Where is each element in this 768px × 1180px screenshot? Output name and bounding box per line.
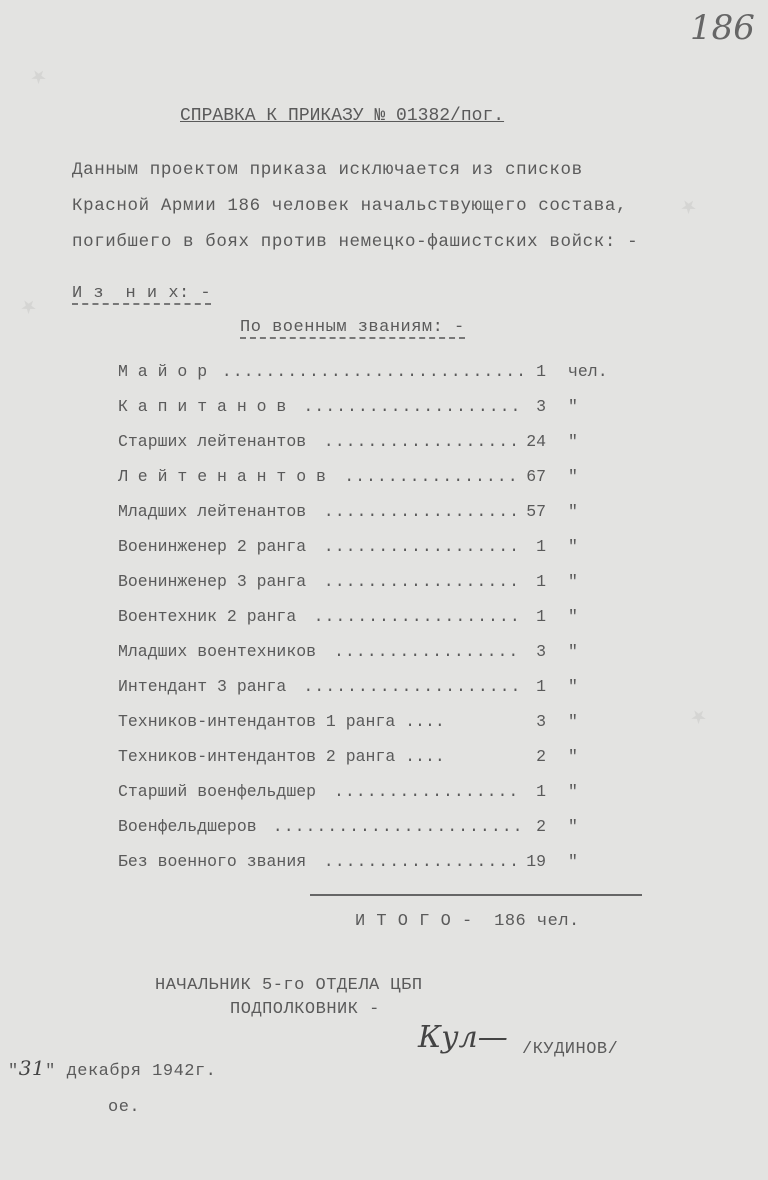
rank-unit: " bbox=[568, 432, 578, 451]
rank-count: 2 bbox=[536, 817, 546, 836]
of-them-label: И з н и х: - bbox=[72, 284, 212, 303]
leader-dots: ................. bbox=[334, 642, 520, 661]
rank-row bbox=[118, 747, 588, 771]
rank-row bbox=[118, 537, 588, 561]
rank-label: Младших воентехников bbox=[118, 642, 317, 661]
rank-label: Старших лейтенантов bbox=[118, 432, 307, 451]
rank-label: Л е й т е н а н т о в bbox=[118, 467, 326, 486]
rank-unit: " bbox=[568, 677, 578, 696]
rank-row bbox=[118, 397, 588, 421]
rank-unit: " bbox=[568, 397, 578, 416]
rank-unit: " bbox=[568, 572, 578, 591]
rank-row bbox=[118, 572, 588, 596]
signer-title: НАЧАЛЬНИК 5-го ОТДЕЛА ЦБП bbox=[155, 976, 423, 995]
by-rank-heading: По военным званиям: - bbox=[240, 318, 465, 337]
rank-label: Техников-интендантов 2 ранга .... bbox=[118, 747, 445, 766]
date-day: 31 bbox=[18, 1056, 46, 1080]
leader-dots: .................. bbox=[323, 852, 521, 871]
rank-count: 3 bbox=[536, 397, 546, 416]
total-divider bbox=[310, 894, 642, 896]
leader-dots: .................. bbox=[323, 572, 521, 591]
rank-row bbox=[118, 362, 608, 386]
rank-unit: " bbox=[568, 852, 578, 871]
date: декабря 1942г. bbox=[66, 1062, 217, 1081]
rank-label: Военинженер 2 ранга bbox=[118, 537, 307, 556]
initials: ое. bbox=[108, 1098, 141, 1117]
rank-count: 1 bbox=[536, 572, 546, 591]
rank-row bbox=[118, 432, 588, 456]
paragraph-line: Красной Армии 186 человек начальствующего состава, bbox=[72, 196, 628, 216]
document-title: СПРАВКА К ПРИКАЗУ № 01382/пог. bbox=[180, 106, 505, 126]
rank-row bbox=[118, 852, 588, 876]
leader-dots: ................... bbox=[313, 607, 521, 626]
rank-row bbox=[118, 712, 588, 736]
leader-dots: ....................... bbox=[272, 817, 524, 836]
rank-unit: " bbox=[568, 817, 578, 836]
rank-unit: " bbox=[568, 747, 578, 766]
rank-count: 2 bbox=[536, 747, 546, 766]
watermark: ★ bbox=[673, 189, 704, 223]
rank-row bbox=[118, 817, 588, 841]
paragraph-line: Данным проектом приказа исключается из списков bbox=[72, 160, 583, 180]
rank-label: Интендант 3 ранга bbox=[118, 677, 287, 696]
rank-row bbox=[118, 642, 588, 666]
total: И Т О Г О - 186 чел. bbox=[355, 912, 580, 931]
rank-label: Военфельдшеров bbox=[118, 817, 257, 836]
rank-label: Без военного звания bbox=[118, 852, 307, 871]
rank-count: 1 bbox=[536, 362, 546, 381]
leader-dots: .................. bbox=[323, 502, 521, 521]
rank-unit: " bbox=[568, 782, 578, 801]
leader-dots: ............................ bbox=[221, 362, 528, 381]
rank-label: М а й о р bbox=[118, 362, 208, 381]
rank-row bbox=[118, 607, 588, 631]
leader-dots: ................ bbox=[344, 467, 519, 486]
rank-label: Старший военфельдшер bbox=[118, 782, 317, 801]
leader-dots: .................... bbox=[303, 677, 522, 696]
rank-label: Военинженер 3 ранга bbox=[118, 572, 307, 591]
rank-unit: " bbox=[568, 607, 578, 626]
rank-count: 57 bbox=[526, 502, 546, 521]
rank-row bbox=[118, 677, 588, 701]
rank-row bbox=[118, 467, 588, 491]
leader-dots: .................. bbox=[323, 537, 521, 556]
signer-name: /КУДИНОВ/ bbox=[522, 1040, 619, 1059]
paragraph-line: погибшего в боях против немецко-фашистских войск: - bbox=[72, 232, 639, 252]
rank-unit: чел. bbox=[568, 362, 608, 381]
rank-count: 1 bbox=[536, 677, 546, 696]
rank-unit: " bbox=[568, 712, 578, 731]
signer-rank: ПОДПОЛКОВНИК - bbox=[230, 1000, 380, 1019]
signature: Кул— bbox=[418, 1020, 508, 1055]
rank-label: Техников-интендантов 1 ранга .... bbox=[118, 712, 445, 731]
leader-dots: ................. bbox=[334, 782, 520, 801]
leader-dots: .................... bbox=[303, 397, 522, 416]
rank-count: 67 bbox=[526, 467, 546, 486]
rank-label: Младших лейтенантов bbox=[118, 502, 307, 521]
watermark: ★ bbox=[13, 289, 44, 323]
rank-count: 24 bbox=[526, 432, 546, 451]
rank-count: 1 bbox=[536, 607, 546, 626]
rank-count: 1 bbox=[536, 537, 546, 556]
rank-unit: " bbox=[568, 502, 578, 521]
leader-dots: .................. bbox=[323, 432, 521, 451]
rank-count: 1 bbox=[536, 782, 546, 801]
rank-label: К а п и т а н о в bbox=[118, 397, 287, 416]
handwritten-page-number: 186 bbox=[690, 8, 755, 48]
rank-count: 3 bbox=[536, 642, 546, 661]
rank-count: 19 bbox=[526, 852, 546, 871]
rank-unit: " bbox=[568, 467, 578, 486]
rank-unit: " bbox=[568, 642, 578, 661]
rank-count: 3 bbox=[536, 712, 546, 731]
rank-row bbox=[118, 502, 588, 526]
rank-label: Воентехник 2 ранга bbox=[118, 607, 297, 626]
rank-row bbox=[118, 782, 588, 806]
rank-unit: " bbox=[568, 537, 578, 556]
watermark: ★ bbox=[23, 59, 54, 93]
watermark: ★ bbox=[683, 699, 714, 733]
